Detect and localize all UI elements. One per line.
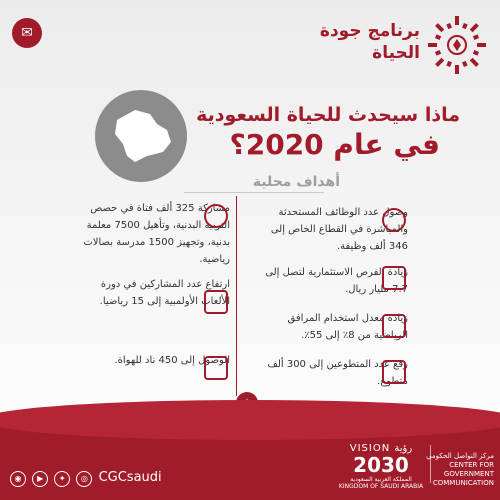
goal-item: رفع عدد المتطوعين إلى 300 ألف متطوع.	[267, 359, 408, 387]
vision-kingdom: المملكة العربية السعودية KINGDOM OF SAUDI ARABIA	[338, 476, 424, 490]
running-shoe-icon	[204, 356, 228, 380]
headline-line1: ماذا سيحدث للحياة السعودية	[196, 104, 460, 126]
program-title-line1: برنامج جودة	[319, 21, 420, 41]
quality-of-life-logo	[426, 14, 488, 76]
goal-item: ارتفاع عدد المشاركين في دورة الألعاب الأولمبية إلى 15 رياضيا.	[99, 279, 230, 307]
vision-2030-logo	[336, 443, 426, 490]
subheading: أهداف محلية	[252, 174, 340, 190]
social-links	[10, 470, 162, 487]
subheading-underline	[184, 192, 324, 193]
bowling-pins-icon	[382, 314, 406, 338]
goal-item: مشاركة 325 ألف فتاة في حصص التربية البدنية، وتأهيل 7500 معلمة بدنية، وتجهيز 1500 مدرسة بصالات رياضية.	[83, 203, 230, 265]
footer-wave	[0, 400, 500, 440]
vision-en: VISION	[349, 443, 391, 454]
instagram-icon[interactable]: ◎	[76, 471, 92, 487]
clipboard-icon	[382, 360, 406, 384]
headline-line2: في عام 2020؟	[229, 128, 440, 161]
goal-item: زيادة الفرص الاستثمارية لتصل إلى 7.7 مليار ريال.	[265, 267, 408, 295]
cgc-badge-icon: ✉	[12, 18, 42, 48]
target-icon	[382, 208, 406, 232]
program-title	[300, 20, 420, 64]
goal-item: زيادة معدل استخدام المرافق الرياضية من 8٪ إلى 55٪.	[287, 313, 408, 341]
center-en2: COMMUNICATION	[432, 479, 494, 487]
volleyball-icon	[204, 204, 228, 228]
goal-item: وصول عدد الوظائف المستحدثة والمباشرة في القطاع الخاص إلى 346 ألف وظيفة.	[270, 207, 408, 252]
vision-ar: رؤية	[394, 443, 413, 454]
column-divider	[236, 196, 237, 396]
center-en1: CENTER FOR GOVERNMENT	[443, 461, 494, 478]
podium-icon	[204, 290, 228, 314]
youtube-icon[interactable]: ▶	[32, 471, 48, 487]
cgc-logo-text	[420, 452, 494, 488]
vision-year: 2030	[353, 453, 409, 477]
bar-chart-icon	[382, 266, 406, 290]
goal-item: الوصول إلى 450 ناد للهواة.	[114, 355, 230, 366]
snapchat-icon[interactable]: ◉	[10, 471, 26, 487]
center-ar: مركز التواصل الحكومي	[426, 452, 494, 460]
program-title-line2: الحياة	[372, 43, 420, 63]
social-handle[interactable]: CGCsaudi	[98, 470, 162, 485]
twitter-icon[interactable]: ✦	[54, 471, 70, 487]
